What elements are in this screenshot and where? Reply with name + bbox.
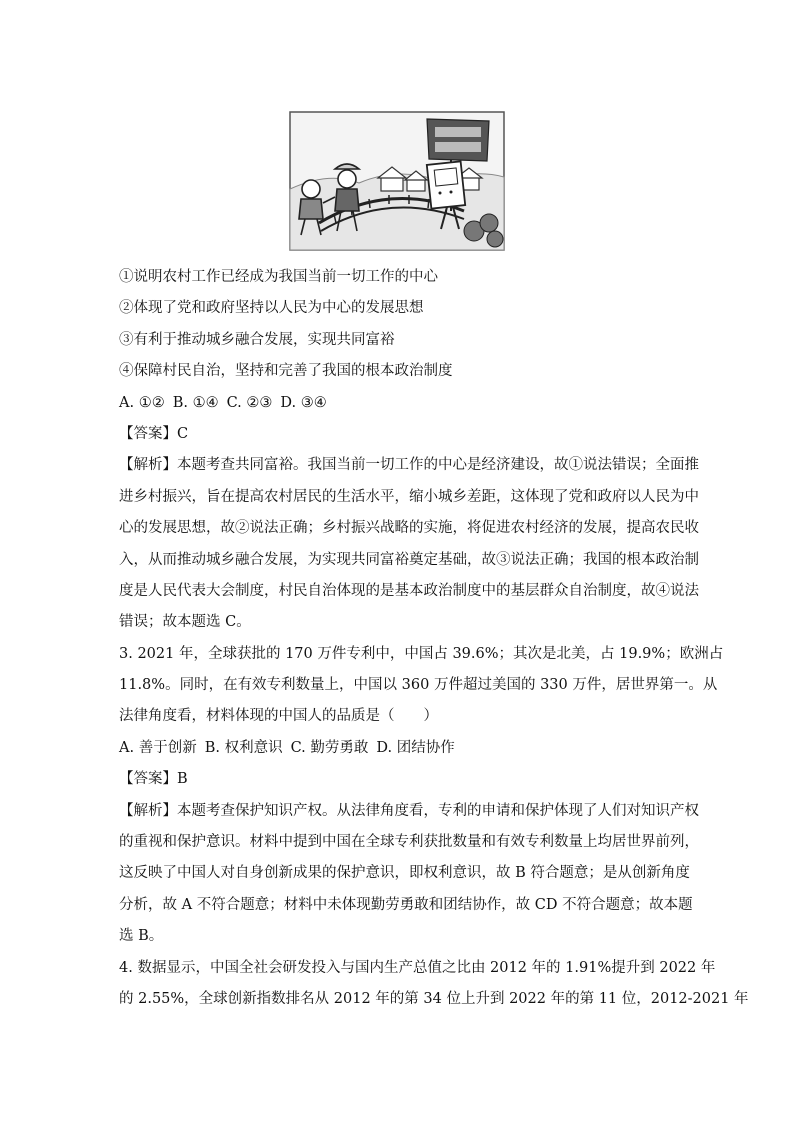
analysis-line: 入，从而推动城乡融合发展，为实现共同富裕奠定基础，故③说法正确；我国的根本政治制 — [119, 551, 699, 568]
stem-line: 4. 数据显示，中国全社会研发投入与国内生产总值之比由 2012 年的 1.91%提升到 2022 年 — [119, 959, 716, 976]
analysis-line: 【解析】本题考查共同富裕。我国当前一切工作的中心是经济建设，故①说法错误；全面推 — [119, 457, 699, 474]
analysis-line: 进乡村振兴，旨在提高农村居民的生活水平，缩小城乡差距，这体现了党和政府以人民为中 — [119, 488, 699, 505]
q2-answer: 【答案】C — [119, 425, 189, 442]
option-b: B. ①④ — [172, 394, 219, 411]
analysis-line: 的重视和保护意识。材料中提到中国在全球专利获批数量和有效专利数量上均居世界前列， — [119, 834, 699, 851]
q3-answer: 【答案】B — [119, 771, 188, 788]
analysis-line: 度是人民代表大会制度，村民自治体现的是基本政治制度中的基层群众自治制度，故④说法 — [119, 582, 699, 599]
q2-analysis — [119, 450, 699, 638]
analysis-line: 选 B。 — [119, 928, 164, 945]
option-b: B. 权利意识 — [204, 739, 283, 756]
cartoon-drawing — [289, 111, 505, 251]
q2-options — [119, 388, 679, 419]
statement-3: ③有利于推动城乡融合发展，实现共同富裕 — [119, 331, 395, 348]
statement-1: ①说明农村工作已经成为我国当前一切工作的中心 — [119, 269, 438, 285]
analysis-line: 心的发展思想，故②说法正确；乡村振兴战略的实施，将促进农村经济的发展，提高农民收 — [119, 520, 699, 537]
cartoon-illustration — [289, 111, 505, 251]
option-c: C. ②③ — [226, 394, 273, 411]
stem-line: 3. 2021 年，全球获批的 170 万件专利中，中国占 39.6%；其次是北美，占 19.9%；欧洲占 — [119, 645, 724, 662]
option-a: A. ①② — [119, 394, 165, 411]
option-a: A. 善于创新 — [119, 739, 197, 756]
q4-stem — [119, 953, 749, 1016]
option-d: D. 团结协作 — [376, 739, 455, 756]
stem-line: 法律角度看，材料体现的中国人的品质是（ ） — [119, 708, 438, 725]
option-c: C. 勤劳勇敢 — [290, 739, 369, 756]
analysis-line: 分析，故 A 不符合题意；材料中未体现勤劳勇敢和团结协作，故 CD 不符合题意；故本题 — [119, 896, 693, 913]
analysis-line: 这反映了中国人对自身创新成果的保护意识，即权利意识，故 B 符合题意；是从创新角度 — [119, 865, 690, 882]
statement-2: ②体现了党和政府坚持以人民为中心的发展思想 — [119, 300, 424, 317]
q3-stem — [119, 639, 724, 733]
stem-line: 11.8%。同时，在有效专利数量上，中国以 360 万件超过美国的 330 万件，居世界第一。从 — [119, 677, 718, 694]
q3-options — [119, 733, 679, 764]
stem-line: 的 2.55%，全球创新指数排名从 2012 年的第 34 位上升到 2022 年的第 11 位，2012-2021 年 — [119, 990, 749, 1007]
q3-analysis — [119, 796, 699, 953]
option-d: D. ③④ — [280, 394, 327, 411]
analysis-line: 【解析】本题考查保护知识产权。从法律角度看，专利的申请和保护体现了人们对知识产权 — [119, 802, 699, 819]
question-content — [119, 262, 749, 1015]
statement-4: ④保障村民自治，坚持和完善了我国的根本政治制度 — [119, 363, 453, 380]
analysis-line: 错误；故本题选 C。 — [119, 614, 251, 631]
q2-statements — [119, 262, 679, 388]
